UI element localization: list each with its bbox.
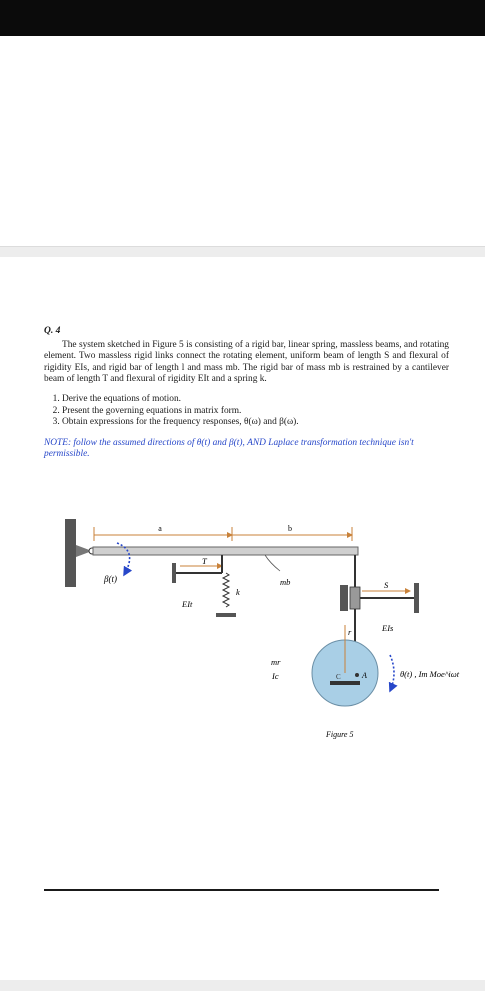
label-k: k [236,587,240,597]
bottom-rule [44,889,439,891]
top-black-bar [0,0,485,36]
question-block [44,326,449,461]
question-paragraph: The system sketched in Figure 5 is consisting of a rigid bar, linear spring, massless beams, and rotating element. Two massless rigid links connect the rotating element, uniform beam of length S and flexural of rigidity EIs, and rigid bar of length l and mass mb. The rigid bar of mass mb is restrained by a cantilever beam of length T and flexural of rigidity EIt and a spring k. [44,339,449,385]
theta-arrow [390,655,394,691]
step-1: 1. Derive the equations of motion. [62,394,449,406]
point-a [355,673,359,677]
note-text: NOTE: follow the assumed directions of θ(t) and β(t), AND Laplace transformation technique isn't permissible. [44,437,414,460]
label-s: S [384,580,389,590]
label-ic: Ic [272,671,279,681]
label-eis: EIs [382,623,394,633]
label-a-point: A [362,671,367,680]
label-b: b [288,524,292,533]
rigid-bar [93,547,358,555]
clamp-block [350,587,360,609]
bottom-gray-pad [0,980,485,991]
figure-caption: Figure 5 [326,730,354,739]
label-t: T [202,556,207,566]
wall [65,519,76,587]
label-mr: mr [271,657,281,667]
label-a: a [158,524,162,533]
label-theta: θ(t) , Im Moe^iωt [400,669,460,679]
steps-list [44,394,449,429]
clamp-left [340,585,348,611]
mb-leader [265,555,280,571]
spring-k [223,573,229,607]
question-number: Q. 4 [44,326,61,336]
figure-diagram [0,505,485,765]
cantilever-t-support [172,563,176,583]
step-3: 3. Obtain expressions for the frequency responses, θ(ω) and β(ω). [62,417,449,429]
step-2: 2. Present the governing equations in matrix form. [62,406,449,418]
label-beta: β(t) [104,574,117,584]
label-mb: mb [280,577,291,587]
disk-slot [330,681,360,685]
label-c: C [336,673,341,681]
label-r: r [348,627,352,637]
label-eit: EIt [182,599,193,609]
spring-ground [216,613,236,617]
figure-5 [0,505,485,765]
page-separator [0,246,485,257]
cantilever-s-support [414,583,419,613]
